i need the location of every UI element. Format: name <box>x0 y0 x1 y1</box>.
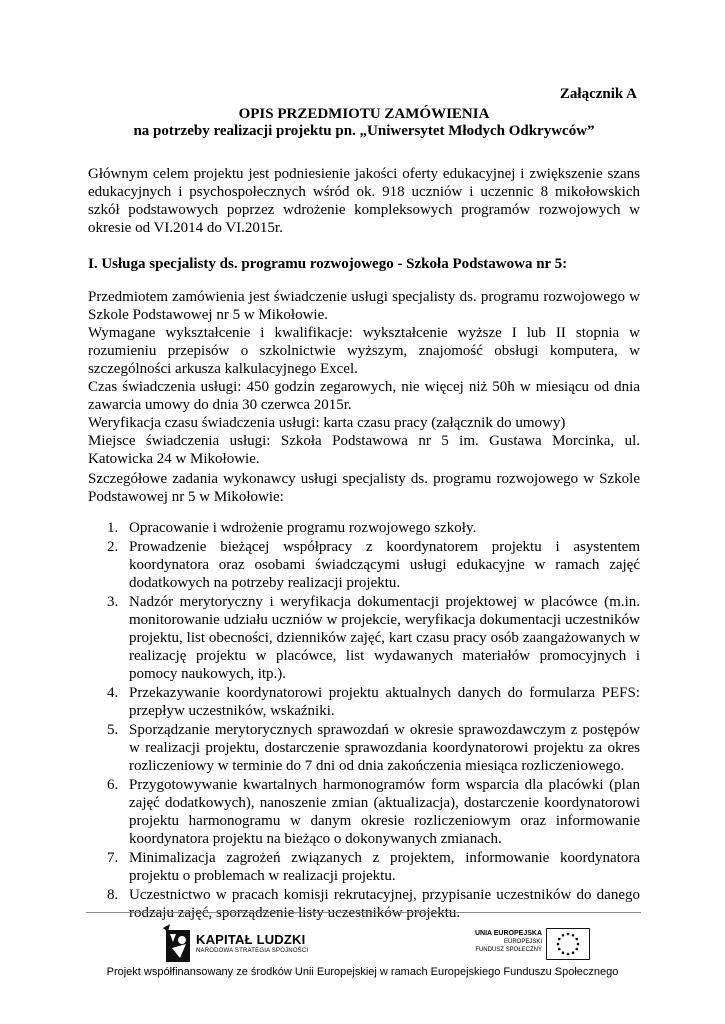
qualifications-paragraph: Wymagane wykształcenie i kwalifikacje: wykształcenie wyższe I lub II stopnia w rozumieniu przepisów o szkolnictwie wyższym, znajomość obsługi komputera, w szczególności arkusza kalkulacyjnego Excel. <box>88 325 640 377</box>
section-heading: I. Usługa specjalisty ds. programu rozwojowego - Szkoła Podstawowa nr 5: <box>88 256 568 272</box>
kapital-ludzki-title: KAPITAŁ LUDZKI <box>196 932 306 947</box>
document-title <box>88 106 640 140</box>
intro-paragraph: Głównym celem projektu jest podniesienie jakości oferty edukacyjnej i zwiększenie szans edukacyjnych i psychospołecznych wśród ok. 918 uczniów i uczennic 8 mikołowskich szkół podstawowych poprzez wdrożenie kompleksowych programów rozwojowych w okresie od VI.2014 do VI.2015r. <box>88 166 640 236</box>
list-item-text: Przygotowywanie kwartalnych harmonogramów form wsparcia dla placówki (plan zajęć dodatkowych), nanoszenie zmian (aktualizacja), dostarczenie koordynatorowi projektu harmonogramu w danym okresie rozliczeniowym oraz informowanie koordynatora projektu na bieżąco o dokonywanych zmianach. <box>129 777 640 847</box>
list-item-number: 7. <box>107 850 119 866</box>
eu-line-1: UNIA EUROPEJSKA <box>474 930 542 937</box>
list-item-text: Uczestnictwo w pracach komisji rekrutacyjnej, przypisanie uczestników do danego rodzaju zajęć, sporządzenie listy uczestników projektu. <box>129 887 640 921</box>
list-item-number: 2. <box>107 539 119 555</box>
service-details <box>88 288 640 468</box>
eu-line-2: EUROPEJSKI <box>503 939 542 945</box>
list-item <box>88 721 640 775</box>
location-paragraph: Miejsce świadczenia usługi: Szkoła Podstawowa nr 5 im. Gustawa Morcinka, ul. Katowicka 24 w Mikołowie. <box>88 433 640 467</box>
tasks-list <box>88 519 640 923</box>
list-item-text: Sporządzanie merytorycznych sprawozdań w okresie sprawozdawczym z postępów w realizacji projektu, dostarczenie sprawozdania koordynatorowi projektu za okres rozliczeniowy w terminie do 7 dni od dnia zakończenia miesiąca rozliczeniowego. <box>129 722 640 774</box>
footer-text: Projekt współfinansowany ze środków Unii Europejskiej w ramach Europejskiego Funduszu Społecznego <box>106 966 619 978</box>
title-line-2: na potrzeby realizacji projektu pn. „Uniwersytet Młodych Odkrywców” <box>133 123 595 139</box>
list-item-number: 5. <box>107 722 119 738</box>
list-item-text: Minimalizacja zagrożeń związanych z projektem, informowanie koordynatora projektu o problemach w realizacji projektu. <box>129 850 640 884</box>
list-item-text: Nadzór merytoryczny i weryfikacja dokumentacji projektowej w placówce (m.in. monitorowanie udziału uczniów w projekcie, weryfikacja dokumentacji uczestników projektu, list obecności, dzienników zajęć, kart czasu pracy osób zaangażowanych w realizację projektu w placówce, list wydawanych materiałów promocyjnych i pomocy naukowych, itp.). <box>129 594 640 682</box>
kapital-ludzki-subtitle: NARODOWA STRATEGIA SPÓJNOŚCI <box>196 948 309 954</box>
tasks-intro: Szczegółowe zadania wykonawcy usługi specjalisty ds. programu rozwojowego w Szkole Podstawowej nr 5 w Mikołowie: <box>88 471 640 505</box>
list-item-number: 8. <box>107 887 119 903</box>
eu-flag-icon <box>546 928 590 960</box>
service-time-paragraph: Czas świadczenia usługi: 450 godzin zegarowych, nie więcej niż 50h w miesiącu od dnia zawarcia umowy do dnia 30 czerwca 2015r. <box>88 379 640 413</box>
list-item-text: Przekazywanie koordynatorowi projektu aktualnych danych do formularza PEFS: przepływ uczestników, wskaźniki. <box>129 685 640 719</box>
list-item <box>88 684 640 720</box>
list-item <box>88 519 640 537</box>
footer-divider <box>86 912 641 913</box>
list-item-text: Opracowanie i wdrożenie programu rozwojowego szkoły. <box>129 520 477 536</box>
eu-text-block <box>468 930 542 954</box>
eu-line-3: FUNDUSZ SPOŁECZNY <box>475 947 542 953</box>
subject-paragraph: Przedmiotem zamówienia jest świadczenie usługi specjalisty ds. programu rozwojowego w Szkole Podstawowej nr 5 w Mikołowie. <box>88 289 640 323</box>
title-line-1: OPIS PRZEDMIOTU ZAMÓWIENIA <box>238 106 490 122</box>
list-item <box>88 886 640 922</box>
list-item-number: 4. <box>107 685 119 701</box>
list-item <box>88 849 640 885</box>
list-item-text: Prowadzenie bieżącej współpracy z koordynatorem projektu i asystentem koordynatora oraz osobami świadczącymi usługi edukacyjne w ramach zajęć dodatkowych na potrzeby realizacji projektu. <box>129 539 640 591</box>
list-item <box>88 593 640 683</box>
list-item <box>88 538 640 592</box>
list-item <box>88 776 640 848</box>
list-item-number: 6. <box>107 777 119 793</box>
list-item-number: 1. <box>107 520 119 536</box>
verification-paragraph: Weryfikacja czasu świadczenia usługi: karta czasu pracy (załącznik do umowy) <box>88 415 566 431</box>
annex-label: Załącznik A <box>559 86 637 102</box>
list-item-number: 3. <box>107 594 119 610</box>
